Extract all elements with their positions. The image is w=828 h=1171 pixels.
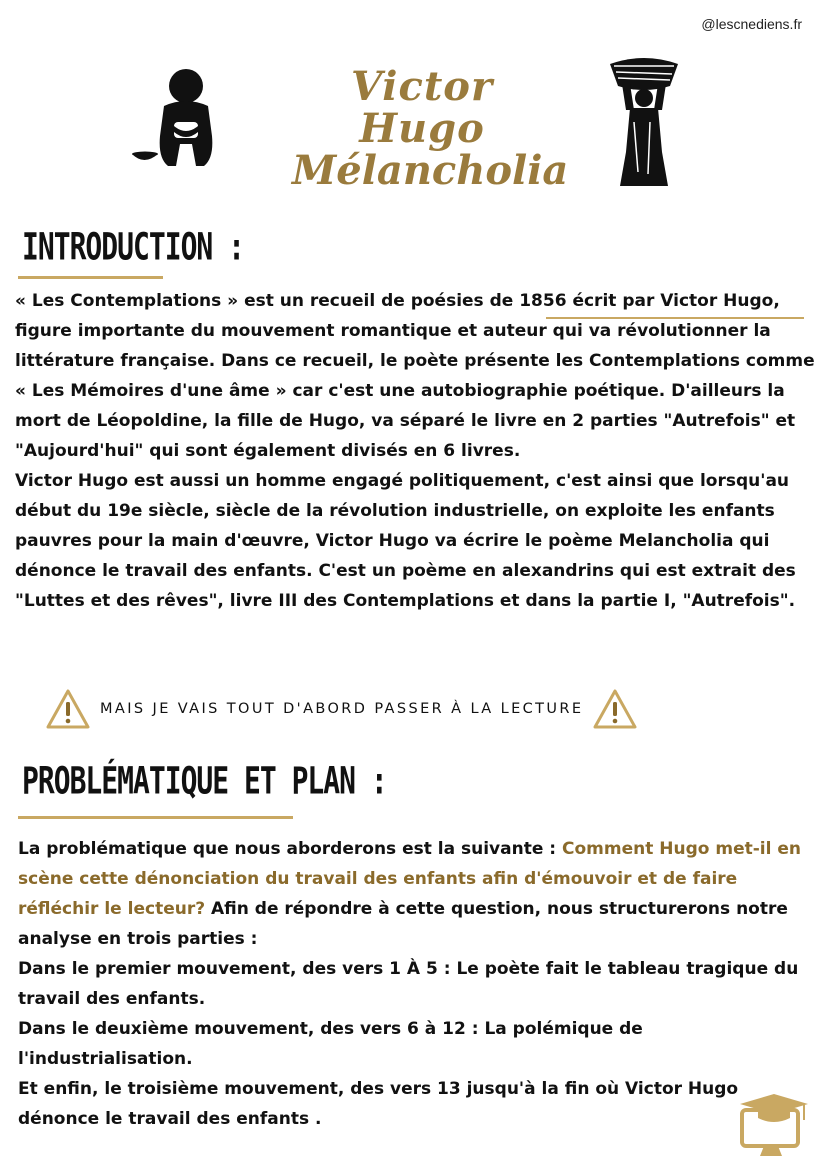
intro-text-2: , figure importante du mouvement romantique et auteur qui va révolutionner la littérature française. Dans ce recueil, le poète présente les Contemplations comme « Les Mémoires d'une âme » car c'est une autobiographie poétique. D'ailleurs la mort de Léopoldine, la fille de Hugo, va séparé le livre en 2 parties "Autrefois" et "Aujourd'hui" qui sont également divisés en 6 livres. (15, 291, 815, 461)
reading-notice (46, 684, 646, 734)
title-line-1: Victor Hugo (350, 63, 494, 152)
graduation-computer-icon (738, 1088, 810, 1158)
problematique-heading: PROBLÉMATIQUE ET PLAN : (22, 758, 387, 803)
prob-after-question: Afin de répondre à cette question, nous structurerons notre analyse en trois parties : (18, 899, 788, 949)
prob-move-1: Dans le premier mouvement, des vers 1 À 5 : Le poète fait le tableau tragique du travail des enfants. (18, 959, 799, 1009)
page-title (292, 63, 569, 194)
title-line-2: Mélancholia (292, 147, 569, 194)
sitting-child-icon (128, 66, 228, 170)
problematique-underline (18, 816, 293, 819)
reading-notice-text: MAIS JE VAIS TOUT D'ABORD PASSER À LA LECTURE (100, 701, 584, 717)
prob-question: Comment Hugo met-il en scène cette dénonciation du travail des enfants afin d'émouvoir et de faire réfléchir le lecteur? (18, 839, 801, 919)
child-carrying-basket-icon (604, 52, 684, 188)
prob-move-3: Et enfin, le troisième mouvement, des vers 13 jusqu'à la fin où Victor Hugo dénonce le travail des enfants . (18, 1079, 739, 1129)
warning-triangle-icon (46, 688, 90, 730)
introduction-heading: INTRODUCTION : (22, 224, 245, 269)
introduction-underline (18, 276, 163, 279)
problematique-paragraph (18, 834, 818, 1134)
intro-highlight: 1856 écrit par Victor Hugo (519, 291, 774, 311)
warning-triangle-icon (593, 688, 637, 730)
prob-move-2: Dans le deuxième mouvement, des vers 6 à 12 : La polémique de l'industrialisation. (18, 1019, 643, 1069)
site-handle: @lescnediens.fr (701, 16, 802, 32)
prob-intro: La problématique que nous aborderons est la suivante : (18, 839, 562, 859)
intro-text-3: Victor Hugo est aussi un homme engagé politiquement, c'est ainsi que lorsqu'au début du 19e siècle, siècle de la révolution industrielle, on exploite les enfants pauvres pour la main d'œuvre, Victor Hugo va écrire le poème Melancholia qui dénonce le travail des enfants. C'est un poème en alexandrins qui est extrait des "Luttes et des rêves", livre III des Contemplations et dans la partie I, "Autrefois". (15, 471, 796, 611)
introduction-paragraph (15, 286, 815, 616)
intro-text-1: « Les Contemplations » est un recueil de poésies de (15, 291, 520, 311)
highlight-underline (546, 317, 804, 319)
